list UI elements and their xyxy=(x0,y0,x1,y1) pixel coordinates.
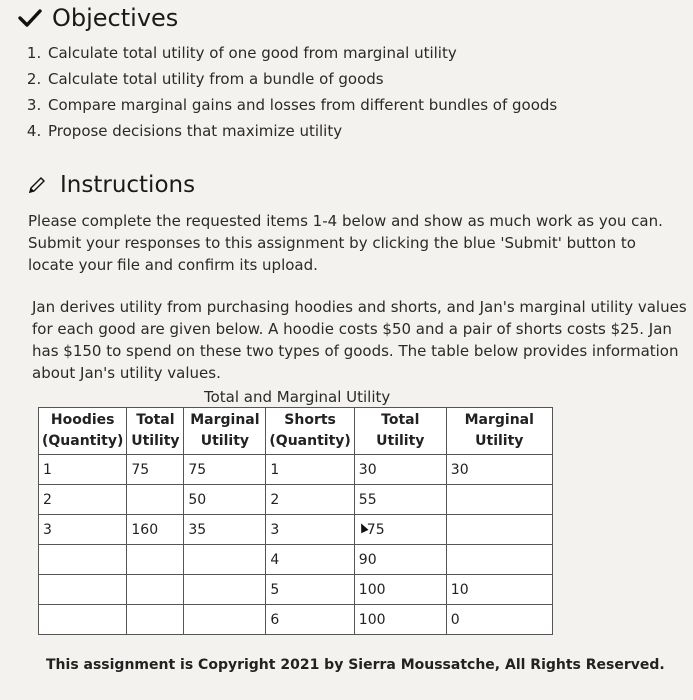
table-cell: 2 xyxy=(266,485,354,515)
table-row xyxy=(39,485,553,515)
table-row xyxy=(39,545,553,575)
table-cell: 35 xyxy=(184,515,266,545)
table-cell: 3 xyxy=(266,515,354,545)
scenario-paragraph: Jan derives utility from purchasing hoodies and shorts, and Jan's marginal utility values for each good are given below. A hoodie costs $50 and a pair of shorts costs $25. Jan has $150 to spend on these two types of goods. The table below provides information about Jan's utility values. xyxy=(32,298,687,382)
table-row xyxy=(39,575,553,605)
pencil-icon xyxy=(26,174,48,196)
table-cell: 30 xyxy=(446,455,552,485)
table-cell: 160 xyxy=(127,515,184,545)
col-header-marginal-utility-hoodies: Marginal Utility xyxy=(184,408,266,455)
table-cell xyxy=(184,605,266,635)
table-cell xyxy=(354,515,446,545)
table-header-row xyxy=(39,408,553,455)
table-cell: 100 xyxy=(354,605,446,635)
objective-item: 4. Propose decisions that maximize utility xyxy=(46,118,557,144)
table-cell xyxy=(127,605,184,635)
table-cell xyxy=(39,575,127,605)
objectives-list xyxy=(24,40,557,144)
table-cell: 90 xyxy=(354,545,446,575)
table-row xyxy=(39,455,553,485)
objective-item: 1. Calculate total utility of one good from marginal utility xyxy=(46,40,557,66)
table-cell xyxy=(446,515,552,545)
objectives-header xyxy=(18,4,178,32)
copyright-notice: This assignment is Copyright 2021 by Sierra Moussatche, All Rights Reserved. xyxy=(46,657,665,673)
instructions-paragraph: Please complete the requested items 1-4 below and show as much work as you can. Submit your responses to this assignment by clicking the blue 'Submit' button to locate your file and confirm its upload. xyxy=(28,212,663,274)
table-cell xyxy=(127,545,184,575)
table-cell: 6 xyxy=(266,605,354,635)
table-cell xyxy=(39,545,127,575)
table-cell xyxy=(446,485,552,515)
table-cell: 1 xyxy=(266,455,354,485)
table-cell: 100 xyxy=(354,575,446,605)
col-header-total-utility-hoodies: Total Utility xyxy=(127,408,184,455)
objective-item: 2. Calculate total utility from a bundle of goods xyxy=(46,66,557,92)
checkmark-icon xyxy=(18,8,42,28)
col-header-total-utility-shorts: Total Utility xyxy=(354,408,446,455)
table-cell: 3 xyxy=(39,515,127,545)
table-cell: 2 xyxy=(39,485,127,515)
objectives-title: Objectives xyxy=(52,4,179,32)
table-cell: 75 xyxy=(127,455,184,485)
instructions-header xyxy=(26,172,195,198)
table-cell xyxy=(39,605,127,635)
table-cell: 5 xyxy=(266,575,354,605)
table-caption: Total and Marginal Utility xyxy=(204,388,391,406)
table-cell: 30 xyxy=(354,455,446,485)
table-cell: 50 xyxy=(184,485,266,515)
col-header-shorts: Shorts (Quantity) xyxy=(266,408,354,455)
table-cell: 10 xyxy=(446,575,552,605)
col-header-hoodies: Hoodies (Quantity) xyxy=(39,408,127,455)
col-header-marginal-utility-shorts: Marginal Utility xyxy=(446,408,552,455)
table-cell xyxy=(184,575,266,605)
table-cell xyxy=(184,545,266,575)
table-cell xyxy=(127,485,184,515)
table-row xyxy=(39,515,553,545)
table-cell: 55 xyxy=(354,485,446,515)
table-cell: 75 xyxy=(184,455,266,485)
table-cell: 4 xyxy=(266,545,354,575)
objective-item: 3. Compare marginal gains and losses from different bundles of goods xyxy=(46,92,557,118)
table-row xyxy=(39,605,553,635)
table-cell xyxy=(446,545,552,575)
table-cell xyxy=(127,575,184,605)
table-cell: 0 xyxy=(446,605,552,635)
instructions-title: Instructions xyxy=(60,172,196,198)
utility-table xyxy=(38,407,553,635)
cell-value: 75 xyxy=(366,521,385,538)
table-cell: 1 xyxy=(39,455,127,485)
